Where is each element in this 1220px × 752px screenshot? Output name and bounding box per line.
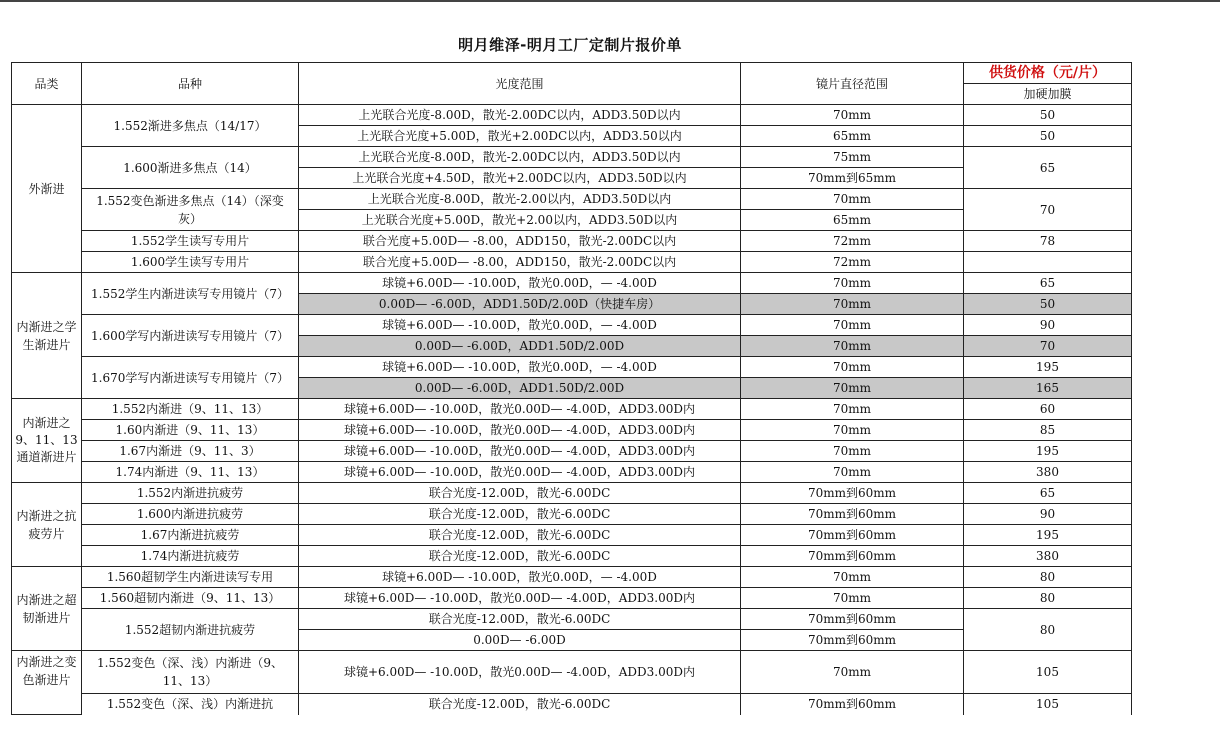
price-cell: 195 [964,441,1132,462]
table-row [12,525,1132,546]
table-row [12,567,1132,588]
document-title: 明月维泽-明月工厂定制片报价单 [458,36,682,54]
diameter-cell: 70mm [741,105,964,126]
diameter-cell: 70mm [741,378,964,399]
diameter-cell: 70mm到60mm [741,546,964,567]
table-row [12,189,1132,210]
price-cell: 65 [964,147,1132,189]
diameter-cell: 70mm [741,462,964,483]
variety-cell: 1.552变色渐进多焦点（14）（深变灰） [82,189,299,231]
diameter-cell: 70mm [741,399,964,420]
power-range-cell: 球镜+6.00D— -10.00D，散光0.00D— -4.00D，ADD3.00D内 [299,651,741,694]
variety-cell: 1.670学写内渐进读写专用镜片（7） [82,357,299,399]
header-diameter: 镜片直径范围 [741,63,964,105]
power-range-cell: 联合光度-12.00D，散光-6.00DC [299,694,741,715]
diameter-cell: 70mm [741,357,964,378]
power-range-cell: 球镜+6.00D— -10.00D，散光0.00D，— -4.00D [299,567,741,588]
variety-cell: 1.600内渐进抗疲劳 [82,504,299,525]
price-cell: 78 [964,231,1132,252]
diameter-cell: 70mm [741,588,964,609]
price-cell: 90 [964,504,1132,525]
variety-cell: 1.552内渐进（9、11、13） [82,399,299,420]
power-range-cell: 上光联合光度-8.00D，散光-2.00以内，ADD3.50D以内 [299,189,741,210]
diameter-cell: 70mm [741,273,964,294]
category-cell: 外渐进 [12,105,82,273]
header-coating: 加硬加膜 [964,84,1132,105]
category-cell: 内渐进之变色渐进片 [12,651,82,715]
power-range-cell: 球镜+6.00D— -10.00D，散光0.00D— -4.00D，ADD3.00D内 [299,420,741,441]
power-range-cell: 球镜+6.00D— -10.00D，散光0.00D— -4.00D，ADD3.00D内 [299,441,741,462]
power-range-cell: 上光联合光度+5.00D，散光+2.00以内，ADD3.50D以内 [299,210,741,231]
variety-cell: 1.67内渐进抗疲劳 [82,525,299,546]
price-cell: 50 [964,126,1132,147]
variety-cell: 1.600渐进多焦点（14） [82,147,299,189]
table-row [12,399,1132,420]
price-cell: 380 [964,546,1132,567]
category-cell: 内渐进之超韧渐进片 [12,567,82,651]
power-range-cell: 球镜+6.00D— -10.00D，散光0.00D— -4.00D，ADD3.00D内 [299,462,741,483]
price-cell: 50 [964,105,1132,126]
table-row [12,588,1132,609]
header-price: 供货价格（元/片） [964,63,1132,84]
price-cell: 80 [964,609,1132,651]
table-row [12,420,1132,441]
variety-cell: 1.552超韧内渐进抗疲劳 [82,609,299,651]
price-cell: 70 [964,189,1132,231]
price-cell: 380 [964,462,1132,483]
power-range-cell: 联合光度-12.00D，散光-6.00DC [299,504,741,525]
power-range-cell: 上光联合光度-8.00D，散光-2.00DC以内，ADD3.50D以内 [299,147,741,168]
header-power-range: 光度范围 [299,63,741,105]
power-range-cell: 联合光度-12.00D，散光-6.00DC [299,483,741,504]
variety-cell: 1.67内渐进（9、11、3） [82,441,299,462]
variety-cell: 1.560超韧内渐进（9、11、13） [82,588,299,609]
diameter-cell: 65mm [741,210,964,231]
header-row [12,63,1132,84]
table-row [12,483,1132,504]
variety-cell: 1.600学写内渐进读写专用镜片（7） [82,315,299,357]
variety-cell: 1.74内渐进抗疲劳 [82,546,299,567]
category-cell: 内渐进之学生渐进片 [12,273,82,399]
table-row [12,504,1132,525]
price-cell: 65 [964,273,1132,294]
power-range-cell: 球镜+6.00D— -10.00D，散光0.00D— -4.00D，ADD3.00D内 [299,399,741,420]
power-range-cell: 联合光度-12.00D，散光-6.00DC [299,546,741,567]
table-row [12,462,1132,483]
variety-cell: 1.560超韧学生内渐进读写专用 [82,567,299,588]
price-cell: 105 [964,694,1132,715]
power-range-cell: 球镜+6.00D— -10.00D，散光0.00D，— -4.00D [299,273,741,294]
diameter-cell: 70mm [741,294,964,315]
table-row [12,651,1132,694]
power-range-cell: 上光联合光度+5.00D，散光+2.00DC以内，ADD3.50以内 [299,126,741,147]
power-range-cell: 联合光度-12.00D，散光-6.00DC [299,525,741,546]
table-row [12,441,1132,462]
diameter-cell: 70mm [741,336,964,357]
diameter-cell: 70mm [741,441,964,462]
variety-cell: 1.60内渐进（9、11、13） [82,420,299,441]
price-cell: 105 [964,651,1132,694]
variety-cell: 1.600学生读写专用片 [82,252,299,273]
power-range-cell: 上光联合光度-8.00D，散光-2.00DC以内，ADD3.50D以内 [299,105,741,126]
diameter-cell: 70mm到60mm [741,483,964,504]
table-row [12,694,1132,715]
table-row [12,147,1132,168]
price-cell: 70 [964,336,1132,357]
table-row [12,105,1132,126]
price-table [11,62,1132,715]
power-range-cell: 球镜+6.00D— -10.00D，散光0.00D— -4.00D，ADD3.00D内 [299,588,741,609]
price-cell: 165 [964,378,1132,399]
table-row [12,252,1132,273]
diameter-cell: 70mm到60mm [741,525,964,546]
price-cell: 85 [964,420,1132,441]
diameter-cell: 70mm [741,189,964,210]
table-row [12,273,1132,294]
variety-cell: 1.552学生内渐进读写专用镜片（7） [82,273,299,315]
variety-cell: 1.552学生读写专用片 [82,231,299,252]
price-cell: 80 [964,567,1132,588]
variety-cell: 1.552渐进多焦点（14/17） [82,105,299,147]
power-range-cell: 球镜+6.00D— -10.00D，散光0.00D，— -4.00D [299,315,741,336]
power-range-cell: 联合光度-12.00D，散光-6.00DC [299,609,741,630]
diameter-cell: 70mm [741,420,964,441]
price-cell: 195 [964,357,1132,378]
diameter-cell: 70mm到60mm [741,609,964,630]
power-range-cell: 球镜+6.00D— -10.00D，散光0.00D，— -4.00D [299,357,741,378]
diameter-cell: 70mm到60mm [741,694,964,715]
power-range-cell: 0.00D— -6.00D，ADD1.50D/2.00D [299,336,741,357]
category-cell: 内渐进之9、11、13通道渐进片 [12,399,82,483]
category-cell: 内渐进之抗疲劳片 [12,483,82,567]
diameter-cell: 70mm到65mm [741,168,964,189]
diameter-cell: 65mm [741,126,964,147]
table-row [12,231,1132,252]
power-range-cell: 0.00D— -6.00D，ADD1.50D/2.00D [299,378,741,399]
power-range-cell: 0.00D— -6.00D，ADD1.50D/2.00D（快捷车房） [299,294,741,315]
diameter-cell: 70mm到60mm [741,504,964,525]
diameter-cell: 75mm [741,147,964,168]
table-row [12,357,1132,378]
price-cell [964,252,1132,273]
variety-cell: 1.552变色（深、浅）内渐进（9、11、13） [82,651,299,694]
diameter-cell: 72mm [741,252,964,273]
table-row [12,546,1132,567]
diameter-cell: 70mm [741,651,964,694]
price-cell: 65 [964,483,1132,504]
table-row [12,315,1132,336]
diameter-cell: 70mm [741,567,964,588]
price-cell: 195 [964,525,1132,546]
variety-cell: 1.552变色（深、浅）内渐进抗 [82,694,299,715]
price-cell: 80 [964,588,1132,609]
power-range-cell: 0.00D— -6.00D [299,630,741,651]
diameter-cell: 72mm [741,231,964,252]
diameter-cell: 70mm [741,315,964,336]
price-cell: 60 [964,399,1132,420]
price-cell: 90 [964,315,1132,336]
diameter-cell: 70mm到60mm [741,630,964,651]
price-cell: 50 [964,294,1132,315]
header-variety: 品种 [82,63,299,105]
power-range-cell: 联合光度+5.00D— -8.00，ADD150，散光-2.00DC以内 [299,231,741,252]
table-row [12,609,1132,630]
variety-cell: 1.74内渐进（9、11、13） [82,462,299,483]
variety-cell: 1.552内渐进抗疲劳 [82,483,299,504]
header-category: 品类 [12,63,82,105]
top-border-line [0,0,1220,2]
power-range-cell: 上光联合光度+4.50D，散光+2.00DC以内，ADD3.50D以内 [299,168,741,189]
power-range-cell: 联合光度+5.00D— -8.00，ADD150，散光-2.00DC以内 [299,252,741,273]
